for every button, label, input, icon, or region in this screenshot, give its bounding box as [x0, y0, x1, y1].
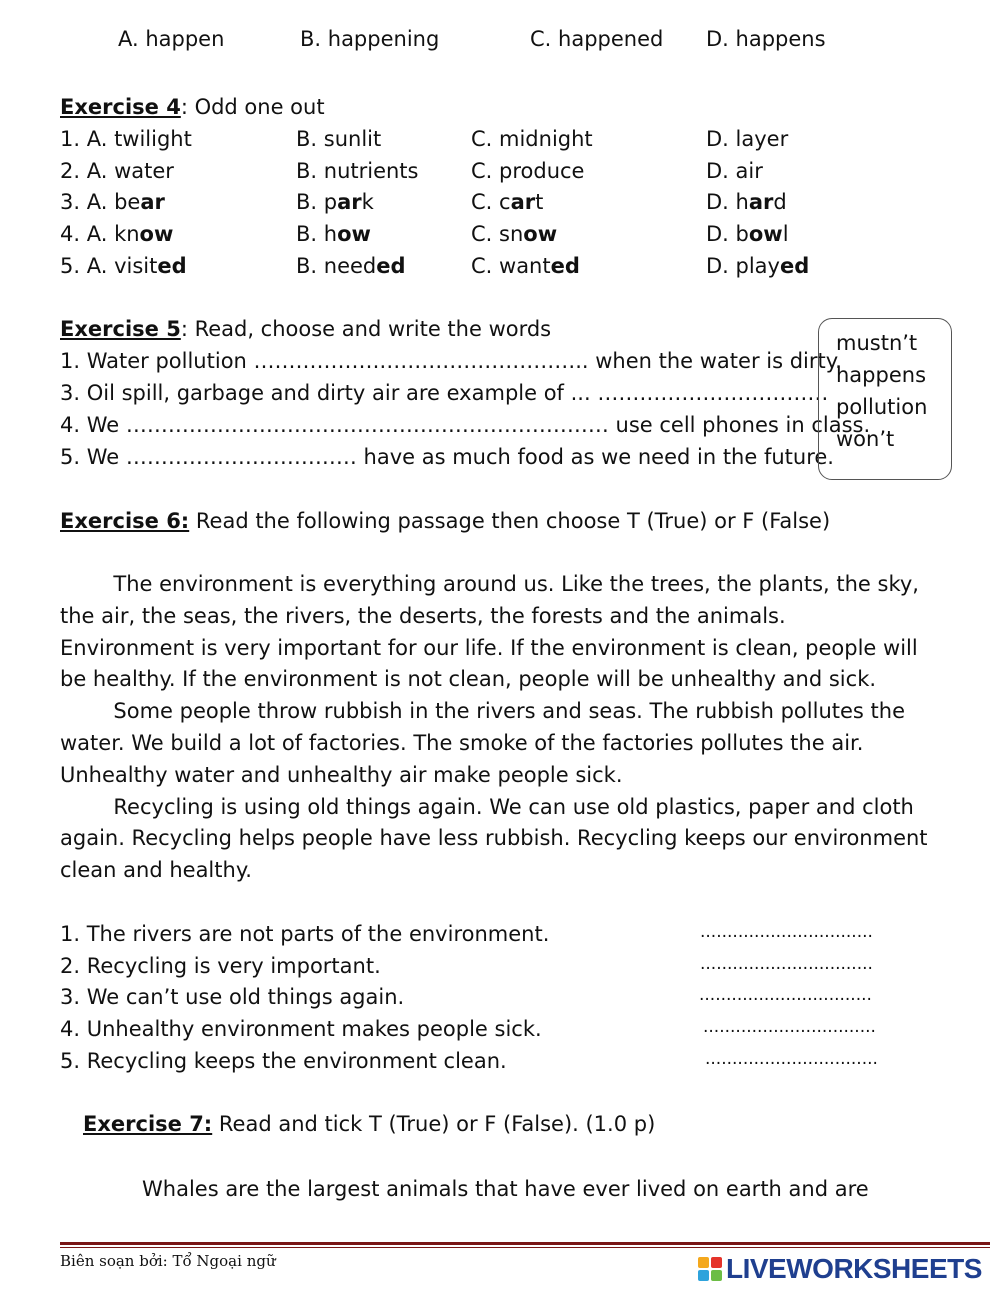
ex4-option-a	[60, 253, 187, 279]
ex4-row-number: 5. A.	[60, 254, 115, 278]
ex4-word-part: visit	[114, 254, 158, 278]
ex7-heading	[83, 1111, 655, 1137]
ex4-option-a	[60, 189, 165, 215]
ex4-word-part: water	[114, 159, 174, 183]
ex4-word-part: C. sn	[471, 222, 524, 246]
ex7-instruction: Read and tick T (True) or F (False). (1.0 p)	[212, 1112, 656, 1136]
ex4-option-d	[706, 158, 763, 184]
ex4-highlighted-sound: ar	[140, 190, 165, 214]
liveworksheets-logo	[698, 1254, 982, 1284]
ex5-title: Exercise 5	[60, 317, 181, 341]
ex4-option-b	[296, 253, 406, 279]
word-bank	[818, 318, 952, 480]
ex4-option-d	[706, 253, 809, 279]
ex4-word-part: B. nutrients	[296, 159, 419, 183]
answer-blank[interactable]: ................................	[703, 1017, 876, 1037]
ex4-highlighted-sound: ar	[510, 190, 536, 214]
ex4-word-part: C. produce	[471, 159, 585, 183]
ex4-highlighted-sound: ow	[337, 222, 371, 246]
logo-text: LIVEWORKSHEETS	[726, 1253, 982, 1284]
logo-square	[711, 1257, 722, 1268]
ex5-line-3: 3. Oil spill, garbage and dirty air are example of ... ……………………………	[60, 381, 829, 405]
ex4-word-part: k	[361, 190, 374, 214]
passage-line: Unhealthy water and unhealthy air make people sick.	[60, 762, 623, 787]
logo-square	[698, 1257, 709, 1268]
ex3-option-c: C. happened	[530, 27, 664, 51]
ex4-instruction: : Odd one out	[180, 95, 325, 119]
ex6-statement: 4. Unhealthy environment makes people sick.	[60, 1017, 542, 1041]
passage-line: the air, the seas, the rivers, the deserts, the forests and the animals.	[60, 603, 786, 628]
ex6-heading	[60, 508, 830, 534]
logo-square	[698, 1270, 709, 1281]
ex3-option-a: A. happen	[118, 27, 225, 51]
ex4-option-a	[60, 158, 174, 184]
ex4-word-part: kn	[114, 222, 140, 246]
passage-line: Environment is very important for our life. If the environment is clean, people will	[60, 635, 918, 660]
ex4-option-a	[60, 126, 192, 152]
ex6-statement: 2. Recycling is very important.	[60, 954, 381, 978]
word-bank-item: happens	[836, 363, 927, 387]
word-bank-item: won’t	[836, 427, 895, 451]
footer-author: Biên soạn bởi: Tổ Ngoại ngữ	[60, 1252, 276, 1270]
ex6-instruction: Read the following passage then choose T (True) or F (False)	[189, 509, 831, 533]
ex4-word-part: twilight	[114, 127, 192, 151]
answer-blank[interactable]: ................................	[700, 954, 873, 974]
logo-grid-icon	[698, 1257, 722, 1281]
ex4-title: Exercise 4	[60, 95, 181, 119]
ex4-word-part: B. h	[296, 222, 338, 246]
ex5-line-1: 1. Water pollution ……………….……………………….. when the water is dirty.	[60, 349, 842, 373]
ex4-option-c	[471, 189, 543, 215]
ex4-highlighted-sound: ar	[748, 190, 774, 214]
ex4-word-part: t	[535, 190, 544, 214]
passage-line: be healthy. If the environment is not clean, people will be unhealthy and sick.	[60, 667, 877, 692]
ex6-statement: 3. We can’t use old things again.	[60, 985, 405, 1009]
ex4-option-c	[471, 221, 557, 247]
answer-blank[interactable]: ................................	[705, 1049, 878, 1069]
ex4-heading	[60, 94, 325, 120]
ex4-row-number: 3. A.	[60, 190, 115, 214]
ex4-word-part: D. play	[706, 254, 780, 278]
ex4-word-part: d	[773, 190, 787, 214]
ex4-option-b	[296, 189, 374, 215]
ex4-word-part: C. c	[471, 190, 511, 214]
ex4-word-part: l	[782, 222, 789, 246]
ex4-word-part: C. midnight	[471, 127, 593, 151]
word-bank-item: mustn’t	[836, 331, 918, 355]
ex4-highlighted-sound: ed	[779, 254, 810, 278]
ex4-word-part: D. b	[706, 222, 749, 246]
passage-line: water. We build a lot of factories. The smoke of the factories pollutes the air.	[60, 731, 864, 755]
footer-rule	[60, 1242, 990, 1245]
ex4-option-d	[706, 189, 787, 215]
passage-line: clean and healthy.	[60, 858, 252, 883]
ex4-word-part: B. sunlit	[296, 127, 382, 151]
ex4-option-c	[471, 253, 580, 279]
ex4-word-part: D. air	[706, 159, 763, 183]
ex4-highlighted-sound: ed	[157, 254, 187, 278]
passage-line: Recycling is using old things again. We can use old plastics, paper and cloth	[60, 794, 914, 819]
ex6-title: Exercise 6:	[60, 509, 190, 533]
ex4-word-part: be	[114, 190, 141, 214]
answer-blank[interactable]: ................................	[700, 922, 873, 942]
ex3-option-b: B. happening	[300, 27, 440, 51]
ex4-word-part: D. h	[706, 190, 749, 214]
ex6-statement: 1. The rivers are not parts of the environment.	[60, 922, 550, 946]
passage-line: Some people throw rubbish in the rivers and seas. The rubbish pollutes the	[60, 699, 905, 724]
ex4-highlighted-sound: ow	[748, 222, 783, 246]
ex4-option-d	[706, 126, 788, 152]
word-bank-item: pollution	[836, 395, 928, 419]
ex4-option-b	[296, 158, 418, 184]
ex4-option-a	[60, 221, 173, 247]
ex5-line-4: 4. We …………………………………………………………… use cell phones in class.	[60, 413, 871, 437]
ex4-option-b	[296, 126, 381, 152]
ex4-row-number: 4. A.	[60, 222, 115, 246]
ex6-statement: 5. Recycling keeps the environment clean.	[60, 1049, 507, 1073]
ex4-option-b	[296, 221, 371, 247]
ex4-word-part: C. want	[471, 254, 551, 278]
ex5-heading	[60, 316, 551, 342]
ex4-highlighted-sound: ed	[550, 254, 580, 278]
passage-line: again. Recycling helps people have less rubbish. Recycling keeps our environment	[60, 826, 928, 851]
ex7-passage-start: Whales are the largest animals that have ever lived on earth and are	[142, 1177, 869, 1201]
ex4-option-c	[471, 126, 593, 152]
answer-blank[interactable]: ................................	[699, 985, 872, 1005]
footer-rule-thin	[60, 1247, 990, 1248]
ex4-word-part: B. need	[296, 254, 377, 278]
ex4-row-number: 1. A.	[60, 127, 115, 151]
ex5-line-5: 5. We …………………………… have as much food as we need in the future.	[60, 445, 834, 469]
ex4-highlighted-sound: ar	[337, 190, 362, 214]
ex3-option-d: D. happens	[706, 27, 826, 51]
passage-line: The environment is everything around us. Like the trees, the plants, the sky,	[60, 572, 919, 596]
ex4-row-number: 2. A.	[60, 159, 115, 183]
ex4-highlighted-sound: ow	[523, 222, 558, 246]
ex4-word-part: B. p	[296, 190, 338, 214]
logo-square	[711, 1270, 722, 1281]
ex5-instruction: : Read, choose and write the words	[180, 317, 552, 341]
ex4-option-d	[706, 221, 789, 247]
ex7-title: Exercise 7:	[83, 1112, 213, 1136]
ex4-option-c	[471, 158, 584, 184]
ex4-highlighted-sound: ed	[376, 254, 406, 278]
ex4-word-part: D. layer	[706, 127, 789, 151]
ex4-highlighted-sound: ow	[139, 222, 174, 246]
